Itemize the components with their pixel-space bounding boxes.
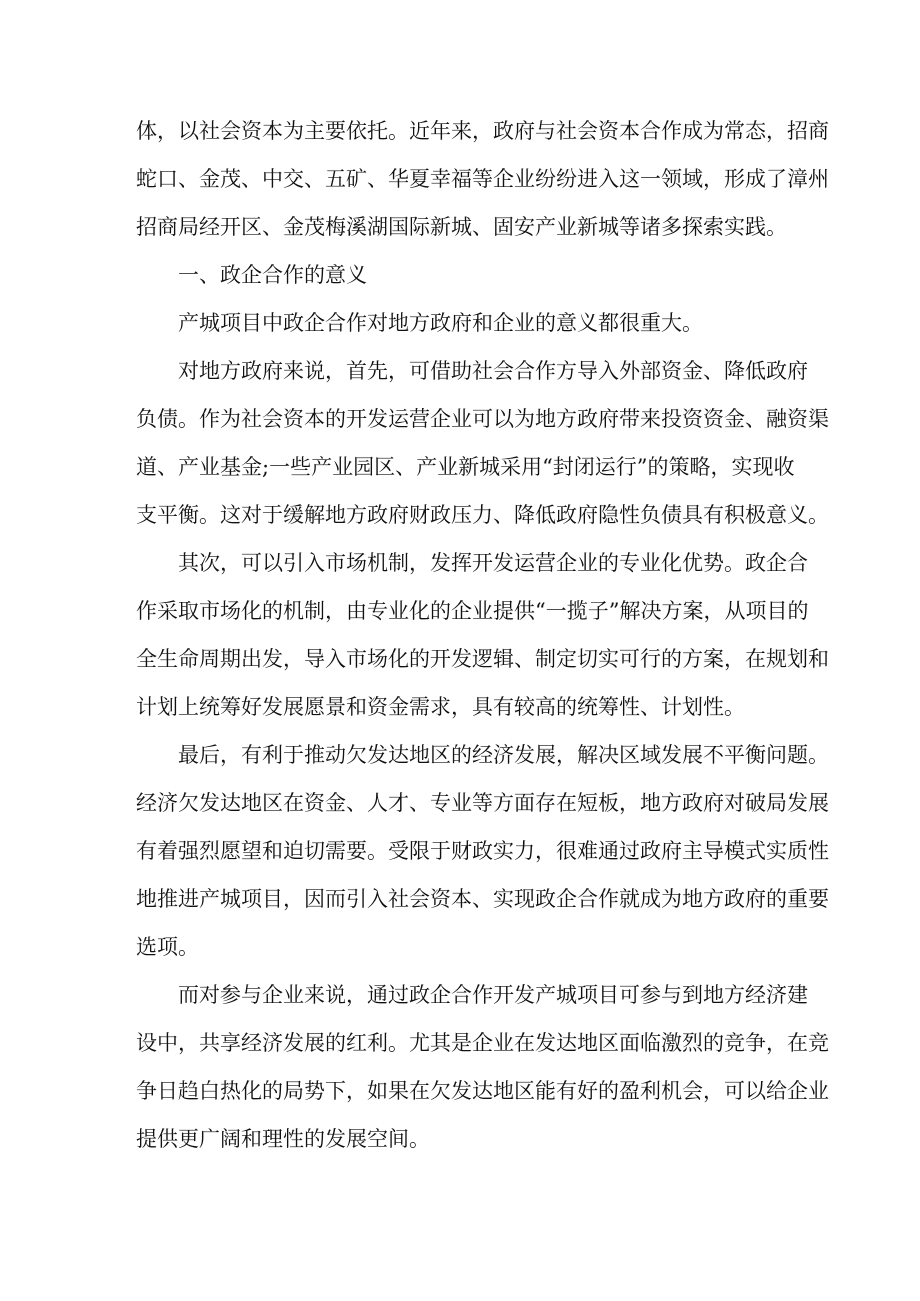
text-line: 提供更广阔和理性的发展空间。 bbox=[136, 1127, 430, 1151]
text-line: 经济欠发达地区在资金、人才、专业等方面存在短板，地方政府对破局发展 bbox=[136, 791, 829, 815]
text-line: 选项。 bbox=[136, 935, 199, 959]
text-line: 支平衡。这对于缓解地方政府财政压力、降低政府隐性负债具有积极意义。 bbox=[136, 503, 829, 527]
text-line: 全生命周期出发，导入市场化的开发逻辑、制定切实可行的方案，在规划和 bbox=[136, 647, 829, 671]
text-line: 负债。作为社会资本的开发运营企业可以为地方政府带来投资资金、融资渠 bbox=[136, 407, 829, 431]
text-line: 招商局经开区、金茂梅溪湖国际新城、固安产业新城等诸多探索实践。 bbox=[136, 215, 787, 239]
text-line: 对地方政府来说，首先，可借助社会合作方导入外部资金、降低政府 bbox=[178, 359, 808, 383]
text-line: 其次，可以引入市场机制，发挥开发运营企业的专业化优势。政企合 bbox=[178, 551, 808, 575]
text-line: 设中，共享经济发展的红利。尤其是企业在发达地区面临激烈的竞争，在竞 bbox=[136, 1031, 829, 1055]
text-line: 蛇口、金茂、中交、五矿、华夏幸福等企业纷纷进入这一领域，形成了漳州 bbox=[136, 167, 829, 191]
section-heading: 一、政企合作的意义 bbox=[178, 263, 367, 287]
text-line: 作采取市场化的机制，由专业化的企业提供“一揽子”解决方案，从项目的 bbox=[136, 599, 809, 623]
text-line: 有着强烈愿望和迫切需要。受限于财政实力，很难通过政府主导模式实质性 bbox=[136, 839, 829, 863]
text-line: 产城项目中政企合作对地方政府和企业的意义都很重大。 bbox=[178, 311, 703, 335]
text-line: 地推进产城项目，因而引入社会资本、实现政企合作就成为地方政府的重要 bbox=[136, 887, 829, 911]
text-line: 争日趋白热化的局势下，如果在欠发达地区能有好的盈利机会，可以给企业 bbox=[136, 1079, 829, 1103]
text-line: 而对参与企业来说，通过政企合作开发产城项目可参与到地方经济建 bbox=[178, 983, 808, 1007]
text-line: 体，以社会资本为主要依托。近年来，政府与社会资本合作成为常态，招商 bbox=[136, 119, 829, 143]
text-line: 计划上统筹好发展愿景和资金需求，具有较高的统筹性、计划性。 bbox=[136, 695, 745, 719]
text-line: 道、产业基金;一些产业园区、产业新城采用“封闭运行”的策略，实现收 bbox=[136, 455, 795, 479]
text-line: 最后，有利于推动欠发达地区的经济发展，解决区域发展不平衡问题。 bbox=[178, 743, 829, 767]
